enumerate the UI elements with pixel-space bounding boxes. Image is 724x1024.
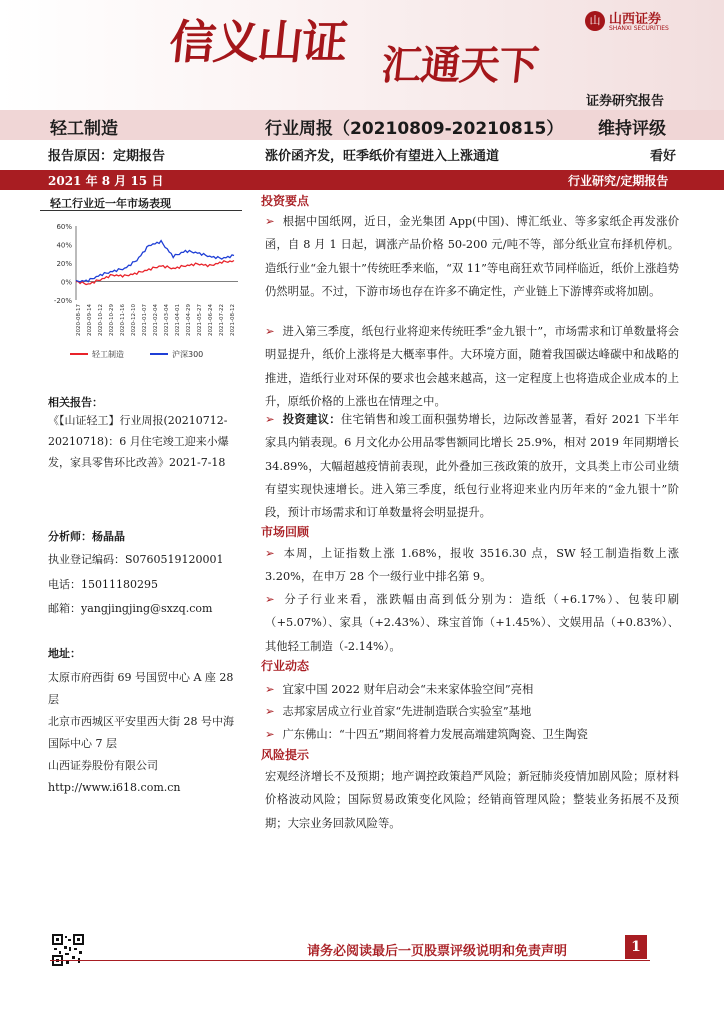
report-category: 行业研究/定期报告 — [568, 174, 669, 188]
series-line-light-industry — [76, 261, 234, 285]
address-title: 地址： — [48, 647, 81, 660]
logo-mark-icon: 山 — [585, 11, 605, 31]
bullet-icon: ➢ — [265, 325, 275, 338]
news-item — [265, 700, 679, 723]
research-label: 证券研究报告 — [586, 94, 665, 109]
rating: 维持评级 — [598, 119, 666, 139]
x-tick-label: 2021-01-07 — [142, 304, 148, 336]
y-tick-label: 40% — [56, 241, 72, 250]
news-text: 志邦家居成立行业首家“先进制造联合实验室”基地 — [282, 705, 532, 718]
chart-heading: 轻工行业近一年市场表现 — [50, 197, 171, 210]
bullet-icon: ➢ — [265, 683, 275, 696]
qr-code-icon — [52, 934, 84, 966]
bullet-icon: ➢ — [265, 413, 275, 426]
logo-cn: 山西证券 — [609, 12, 662, 27]
x-tick-label: 2020-11-16 — [120, 304, 126, 336]
section-investment-highlights: 投资要点 — [261, 194, 310, 208]
related-title: 相关报告： — [48, 396, 103, 409]
bullet-icon: ➢ — [265, 728, 275, 741]
series-line-csi300 — [76, 241, 234, 282]
paragraph — [265, 588, 679, 658]
company-logo — [585, 8, 685, 38]
x-tick-label: 2021-03-04 — [164, 304, 170, 336]
x-tick-label: 2021-06-24 — [208, 304, 214, 336]
analyst-license: 执业登记编码：S0760519120001 — [48, 553, 224, 566]
x-tick-label: 2020-09-14 — [87, 304, 93, 336]
x-tick-label: 2020-08-17 — [76, 304, 82, 336]
news-item — [265, 678, 679, 701]
industry-name: 轻工制造 — [50, 119, 118, 139]
section-industry-news: 行业动态 — [261, 659, 310, 673]
paragraph — [265, 542, 679, 589]
footer-divider — [50, 960, 650, 961]
paragraph — [265, 210, 679, 303]
bullet-icon: ➢ — [265, 215, 275, 228]
paragraph-text: 分子行业来看，涨跌幅由高到低分别为：造纸（+6.17%）、包装印刷（+5.07%）、家具（+2.43%）、珠宝首饰（+1.45%）、文娱用品（+0.83%）、其他轻工制造（-2.14%）。 — [265, 593, 679, 653]
analyst-email[interactable]: 邮箱：yangjingjing@sxzq.com — [48, 602, 213, 615]
report-subtitle: 涨价函齐发，旺季纸价有望进入上涨通道 — [265, 149, 500, 164]
section-risk: 风险提示 — [261, 748, 310, 762]
x-tick-label: 2021-07-22 — [219, 304, 225, 336]
bullet-icon: ➢ — [265, 593, 275, 606]
y-tick-label: 0% — [60, 278, 72, 287]
legend-label: 轻工制造 — [92, 350, 124, 359]
logo-en: SHANXI SECURITIES — [609, 25, 669, 32]
report-title: 行业周报（20210809-20210815） — [265, 119, 564, 139]
news-text: 广东佛山：“十四五”期间将着力发展高端建筑陶瓷、卫生陶瓷 — [282, 728, 588, 741]
legend-label: 沪深300 — [172, 350, 204, 359]
risk-paragraph: 宏观经济增长不及预期；地产调控政策趋严风险；新冠肺炎疫情加剧风险；原材料价格波动风险；国际贸易政策变化风险；经销商管理风险；整装业务拓展不及预期；大宗业务回款风险等。 — [265, 770, 679, 830]
x-tick-label: 2021-04-29 — [186, 304, 192, 336]
paragraph-text: 进入第三季度，纸包行业将迎来传统旺季“金九银十”，市场需求和订单数量将会明显提升，纸价上涨将是大概率事件。大环境方面，随着我国碳达峰碳中和战略的推进，造纸行业对环保的要求也会越来越高，这一定程度上也将造成企业成本的上升，原纸价格的上涨也在情理之中。 — [265, 325, 679, 408]
x-tick-label: 2020-10-29 — [109, 304, 115, 336]
paragraph-text: 根据中国纸网，近日，金光集团 App(中国)、博汇纸业、等多家纸企再发涨价函，自 8 月 1 日起，调涨产品价格 50-200 元/吨不等，部分纸业宣布择机停机。造纸行业“金九银十”传统旺季来临，“双 11”等电商狂欢节同样临近，纸价上涨趋势仍然明显。不过，下游市场也存在许多不确定性，产业链上下游博弈或将加剧。 — [265, 215, 679, 298]
x-tick-label: 2020-12-10 — [131, 304, 137, 336]
x-tick-label: 2021-08-12 — [230, 304, 236, 336]
bullet-icon: ➢ — [265, 547, 275, 560]
paragraph — [265, 408, 679, 524]
paragraph-text: 本周，上证指数上涨 1.68%，报收 3516.30 点，SW 轻工制造指数上涨 3.20%，在申万 28 个一级行业中排名第 9。 — [265, 547, 679, 584]
slogan-part1: 信义山证 — [166, 15, 349, 69]
address-body: 太原市府西街 69 号国贸中心 A 座 28 层 北京市西城区平安里西大街 28 号中海国际中心 7 层 山西证券股份有限公司 http://www.i618.com.cn — [48, 671, 234, 794]
page-number: 1 — [625, 935, 647, 959]
bullet-icon: ➢ — [265, 705, 275, 718]
outlook: 看好 — [650, 149, 677, 164]
divider — [40, 210, 242, 211]
related-report[interactable]: 《【山证轻工】行业周报(20210712-20210718)：6 月住宅竣工迎来小爆发，家具零售环比改善》2021-7-18 — [48, 414, 229, 469]
news-text: 宜家中国 2022 财年启动会“未来家体验空间”亮相 — [282, 683, 534, 696]
investment-advice-label: 投资建议： — [282, 412, 341, 426]
x-tick-label: 2021-02-04 — [153, 304, 159, 336]
news-item — [265, 723, 679, 746]
section-market-review: 市场回顾 — [261, 525, 310, 539]
market-performance-chart — [40, 214, 245, 364]
report-date: 2021 年 8 月 15 日 — [48, 174, 164, 188]
y-tick-label: 20% — [56, 260, 72, 268]
analyst-title: 分析师：杨晶晶 — [48, 530, 125, 543]
x-tick-label: 2020-10-12 — [98, 304, 104, 336]
analyst-phone: 电话：15011180295 — [48, 578, 158, 591]
y-tick-label: 60% — [56, 223, 72, 231]
paragraph-text: 住宅销售和竣工面积强势增长，边际改善显著，看好 2021 下半年家具内销表现。6 月文化办公用品零售额同比增长 25.9%，相对 2019 年同期增长 34.89%，大幅超越疫情前表现，此外叠加三孩政策的放开，文具类上市公司业绩有望实现快速增长。进入第三季度，纸包行业将迎来业内历年来的“金九银十”阶段，预计市场需求和订单数量将会明显提升。 — [265, 413, 679, 520]
x-tick-label: 2021-04-01 — [175, 304, 181, 336]
y-tick-label: -20% — [53, 297, 72, 305]
report-reason: 报告原因：定期报告 — [48, 149, 166, 164]
x-tick-label: 2021-05-27 — [197, 304, 203, 336]
paragraph — [265, 320, 679, 413]
disclaimer: 请务必阅读最后一页股票评级说明和免责声明 — [307, 944, 568, 959]
slogan-part2: 汇通天下 — [379, 42, 541, 89]
